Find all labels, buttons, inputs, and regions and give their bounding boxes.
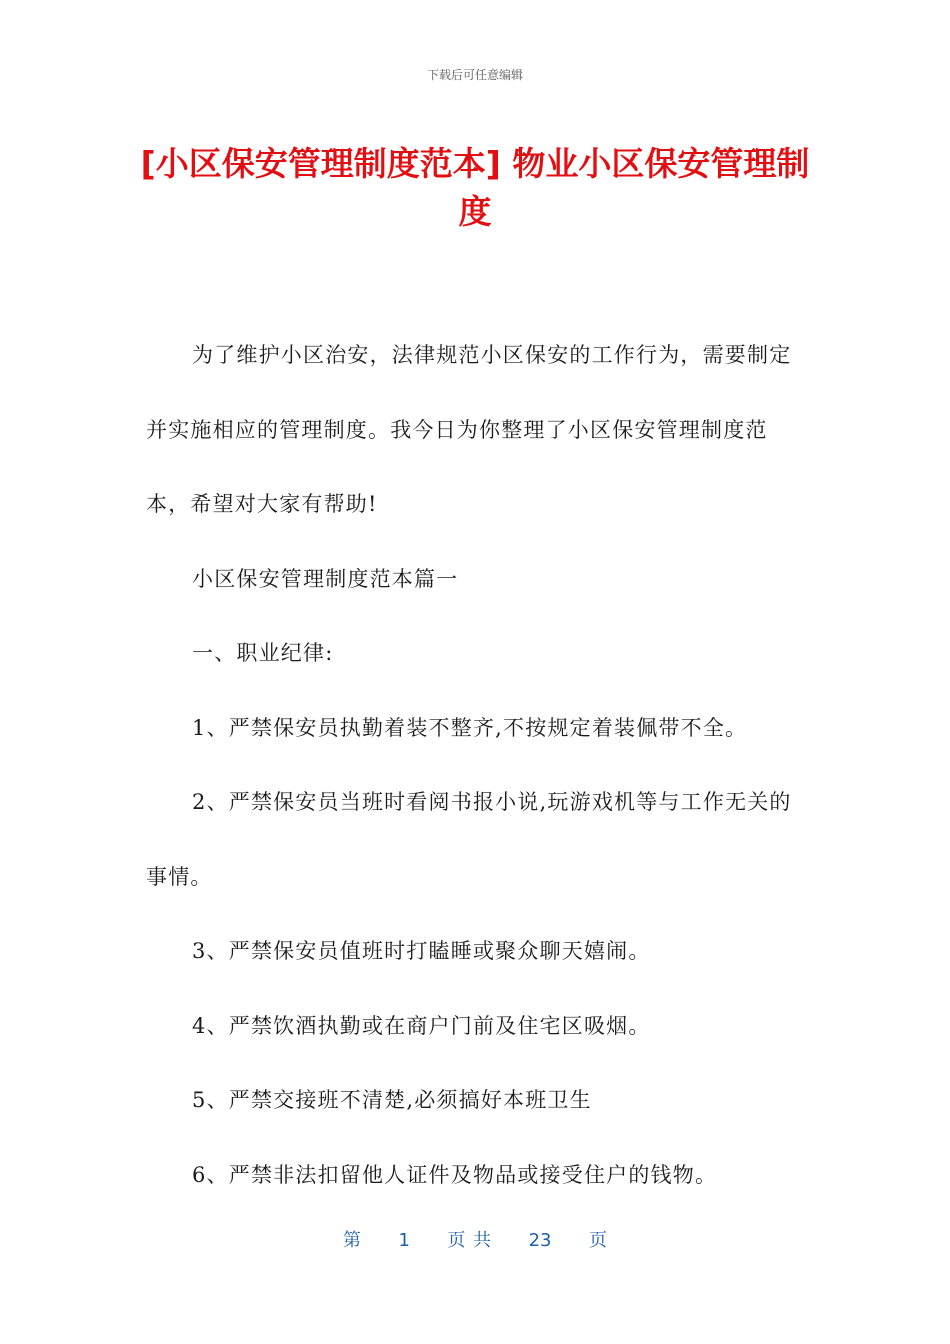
rule-item: 4、严禁饮酒执勤或在商户门前及住宅区吸烟。: [192, 1013, 651, 1038]
footer-suffix: 页: [588, 1230, 607, 1251]
footer-prefix: 第: [343, 1230, 362, 1251]
rule-item: 2、严禁保安员当班时看阅书报小说,玩游戏机等与工作无关的事情。: [146, 790, 792, 889]
document-body: [146, 318, 796, 1212]
current-page-number: 1: [398, 1230, 410, 1251]
footer-middle: 页 共: [447, 1230, 492, 1251]
rule-item: 5、严禁交接班不清楚,必须搞好本班卫生: [192, 1088, 592, 1112]
document-title: [小区保安管理制度范本] 物业小区保安管理制度: [140, 144, 810, 231]
rule-item: 1、严禁保安员执勤着装不整齐,不按规定着装佩带不全。: [192, 715, 748, 740]
section-heading: 小区保安管理制度范本篇一: [192, 566, 459, 591]
header-note: 下载后可任意编辑: [426, 68, 523, 82]
intro-paragraph: 为了维护小区治安，法律规范小区保安的工作行为，需要制定并实施相应的管理制度。我今日为你整理了小区保安管理制度范本，希望对大家有帮助!: [146, 343, 792, 516]
rule-item: 3、严禁保安员值班时打瞌睡或聚众聊天嬉闹。: [192, 939, 651, 963]
total-pages-number: 23: [528, 1230, 552, 1251]
subsection-heading: 一、职业纪律:: [192, 641, 334, 665]
rule-item: 6、严禁非法扣留他人证件及物品或接受住户的钱物。: [192, 1162, 718, 1187]
page-footer: [0, 1226, 950, 1252]
